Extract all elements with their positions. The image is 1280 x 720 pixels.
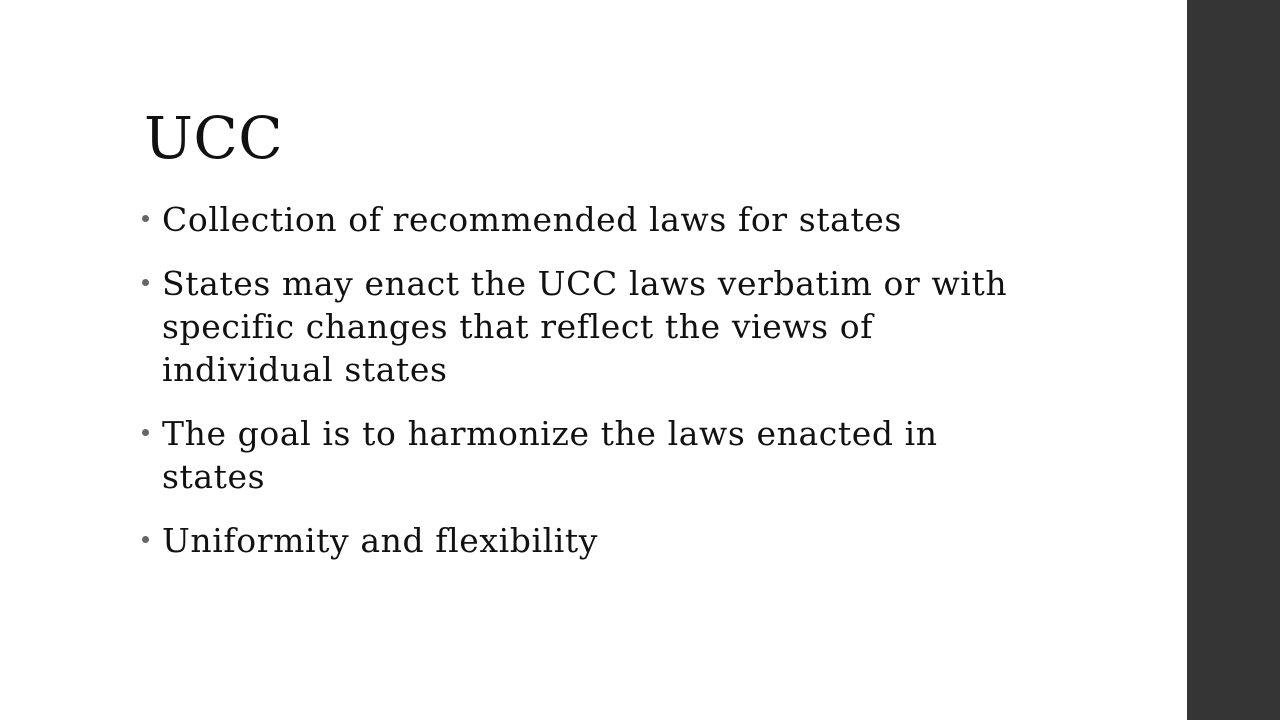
bullet-item bbox=[142, 262, 1042, 391]
bullet-dot-icon bbox=[142, 429, 149, 436]
bullet-dot-icon bbox=[142, 215, 149, 222]
bullet-text: Collection of recommended laws for states bbox=[162, 200, 902, 239]
slide-title: UCC bbox=[144, 104, 284, 172]
bullet-text: States may enact the UCC laws verbatim or with specific changes that reflect the views of individual states bbox=[162, 264, 1008, 389]
bullet-text: The goal is to harmonize the laws enacted in states bbox=[162, 414, 938, 496]
side-band bbox=[1187, 0, 1280, 720]
bullet-dot-icon bbox=[142, 536, 149, 543]
bullet-item bbox=[142, 519, 1042, 562]
bullet-item bbox=[142, 198, 1042, 241]
bullet-list bbox=[142, 198, 1042, 583]
bullet-dot-icon bbox=[142, 279, 149, 286]
bullet-item bbox=[142, 412, 1042, 498]
bullet-text: Uniformity and flexibility bbox=[162, 521, 599, 560]
